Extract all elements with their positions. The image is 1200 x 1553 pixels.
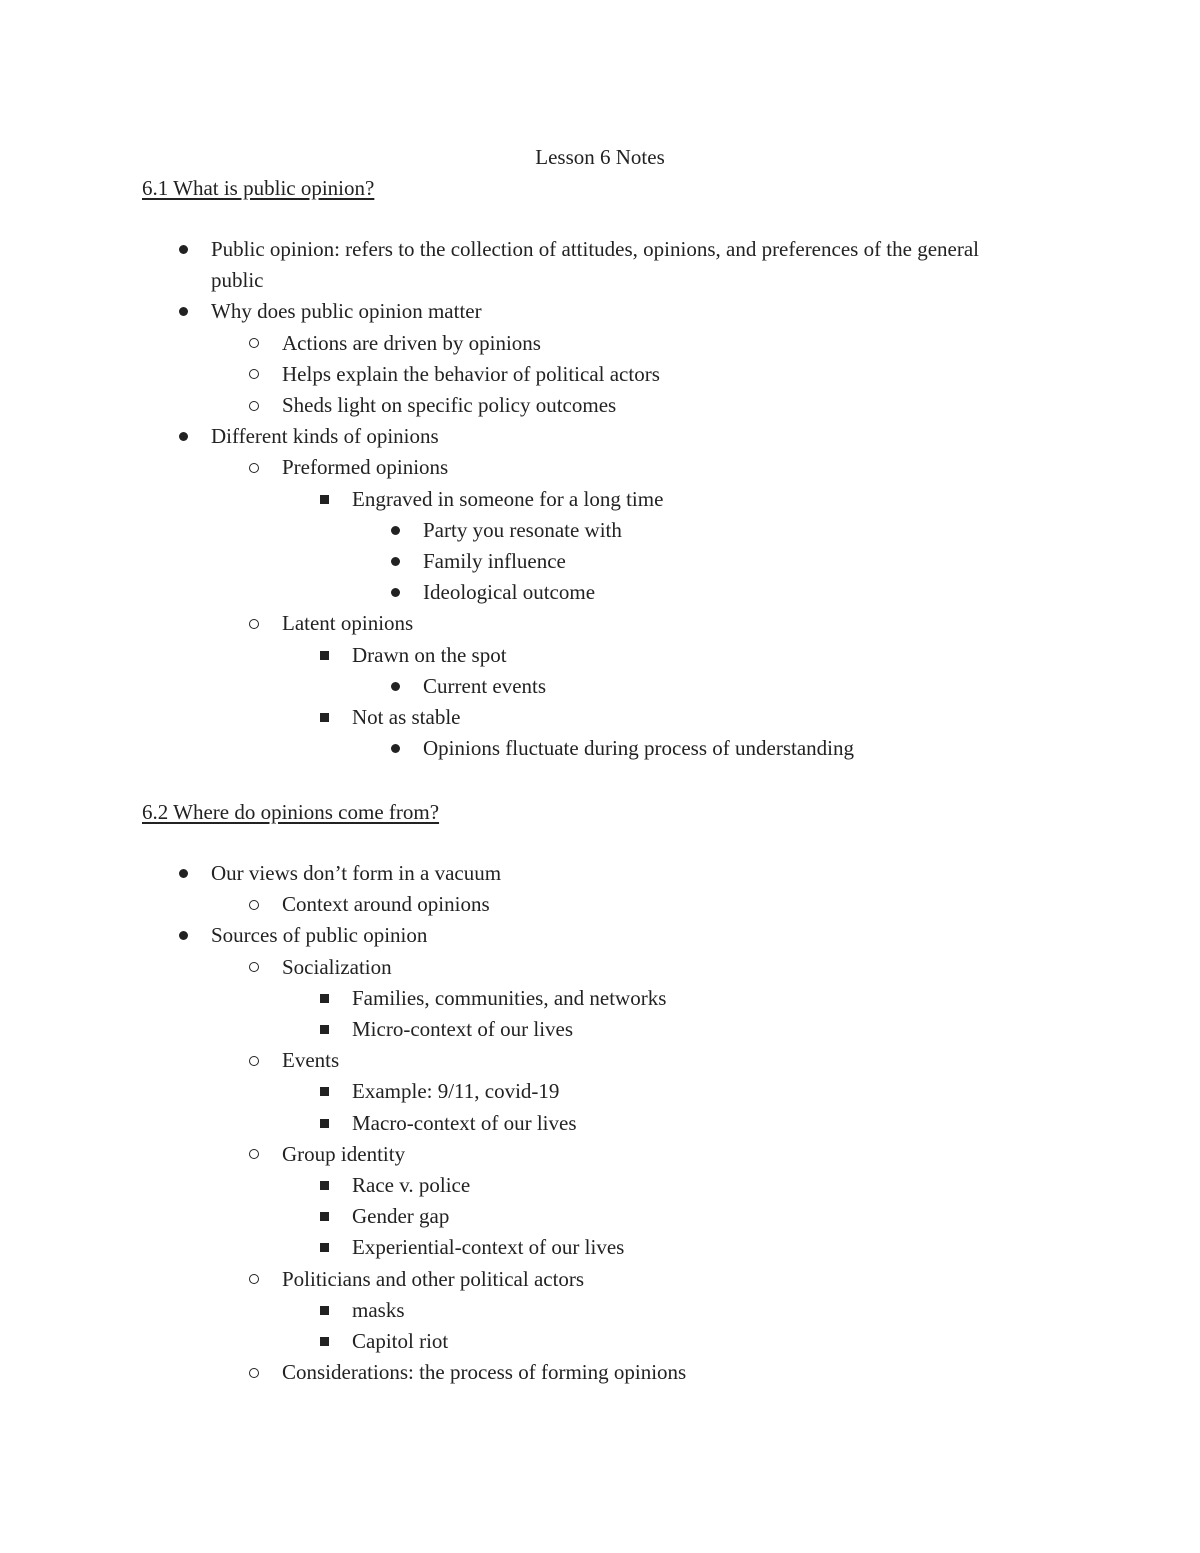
list-item <box>0 421 1200 452</box>
list-item-text: Macro-context of our lives <box>352 1110 577 1135</box>
section-heading-6-1: 6.1 What is public opinion? <box>142 176 375 200</box>
section-list-6-1 <box>0 234 1200 764</box>
list-item <box>0 359 1200 390</box>
list-item-text: Not as stable <box>352 705 461 730</box>
list-item-text: Party you resonate with <box>423 517 622 542</box>
list-item-text: Events <box>282 1048 340 1073</box>
list-item-text: Considerations: the process of forming opinions <box>282 1360 687 1385</box>
list-item-text: Helps explain the behavior of political actors <box>282 361 660 386</box>
list-item-text: Preformed opinions <box>282 455 449 480</box>
filled-circle-bullet-icon <box>179 931 188 940</box>
square-bullet-icon <box>320 994 329 1003</box>
list-item-text: Families, communities, and networks <box>352 985 667 1010</box>
list-item-text: Why does public opinion matter <box>211 299 482 324</box>
square-bullet-icon <box>320 1212 329 1221</box>
square-bullet-icon <box>320 1337 329 1346</box>
filled-circle-bullet-icon <box>179 432 188 441</box>
filled-circle-bullet-icon <box>391 588 400 597</box>
list-item-text: Socialization <box>282 954 392 979</box>
square-bullet-icon <box>320 651 329 660</box>
list-item-text: Drawn on the spot <box>352 642 507 667</box>
list-item-text: Different kinds of opinions <box>211 424 439 449</box>
hollow-circle-bullet-icon <box>249 401 259 411</box>
filled-circle-bullet-icon <box>179 307 188 316</box>
filled-circle-bullet-icon <box>391 744 400 753</box>
filled-circle-bullet-icon <box>179 245 188 254</box>
list-item-text: Engraved in someone for a long time <box>352 486 664 511</box>
filled-circle-bullet-icon <box>391 557 400 566</box>
list-item-text: Context around opinions <box>282 892 490 917</box>
list-item <box>0 1170 1200 1201</box>
list-item-text: Micro-context of our lives <box>352 1017 574 1042</box>
list-item <box>0 608 1200 639</box>
list-item-text: Race v. police <box>352 1173 471 1198</box>
hollow-circle-bullet-icon <box>249 1274 259 1284</box>
list-item-text: Ideological outcome <box>423 580 596 605</box>
list-item-text: Sheds light on specific policy outcomes <box>282 393 617 418</box>
list-item-text: Politicians and other political actors <box>282 1266 585 1291</box>
list-item-text: Actions are driven by opinions <box>282 330 541 355</box>
square-bullet-icon <box>320 495 329 504</box>
hollow-circle-bullet-icon <box>249 962 259 972</box>
list-item <box>0 952 1200 983</box>
hollow-circle-bullet-icon <box>249 338 259 348</box>
square-bullet-icon <box>320 1087 329 1096</box>
square-bullet-icon <box>320 1119 329 1128</box>
list-item <box>0 1014 1200 1045</box>
hollow-circle-bullet-icon <box>249 900 259 910</box>
list-item <box>0 702 1200 733</box>
list-item <box>0 983 1200 1014</box>
list-item-text: Gender gap <box>352 1204 450 1229</box>
list-item <box>0 234 1200 296</box>
list-item-text: Capitol riot <box>352 1329 449 1354</box>
list-item <box>0 889 1200 920</box>
list-item <box>0 920 1200 951</box>
filled-circle-bullet-icon <box>179 869 188 878</box>
list-item <box>0 1264 1200 1295</box>
list-item-text: Example: 9/11, covid-19 <box>352 1079 560 1104</box>
square-bullet-icon <box>320 1025 329 1034</box>
hollow-circle-bullet-icon <box>249 1149 259 1159</box>
square-bullet-icon <box>320 1181 329 1190</box>
list-item <box>0 1139 1200 1170</box>
list-item <box>0 452 1200 483</box>
list-item <box>0 1201 1200 1232</box>
square-bullet-icon <box>320 1306 329 1315</box>
filled-circle-bullet-icon <box>391 526 400 535</box>
list-item <box>0 390 1200 421</box>
list-item <box>0 577 1200 608</box>
list-item <box>0 858 1200 889</box>
hollow-circle-bullet-icon <box>249 1368 259 1378</box>
hollow-circle-bullet-icon <box>249 619 259 629</box>
section-list-6-2 <box>0 858 1200 1388</box>
document-title: Lesson 6 Notes <box>535 145 665 169</box>
list-item-text: masks <box>352 1297 405 1322</box>
list-item-text: Latent opinions <box>282 611 414 636</box>
list-item <box>0 1357 1200 1388</box>
list-item <box>0 1326 1200 1357</box>
list-item-text: Current events <box>423 673 547 698</box>
square-bullet-icon <box>320 713 329 722</box>
list-item <box>0 1295 1200 1326</box>
square-bullet-icon <box>320 1243 329 1252</box>
hollow-circle-bullet-icon <box>249 369 259 379</box>
list-item-text: Our views don’t form in a vacuum <box>211 861 502 885</box>
list-item <box>0 515 1200 546</box>
list-item <box>0 1076 1200 1107</box>
list-item-text: Opinions fluctuate during process of understanding <box>423 736 854 761</box>
list-item-text: Group identity <box>282 1141 406 1166</box>
filled-circle-bullet-icon <box>391 682 400 691</box>
hollow-circle-bullet-icon <box>249 1056 259 1066</box>
list-item-text: Public opinion: refers to the collection of attitudes, opinions, and preferences of the general public <box>211 237 980 293</box>
list-item-text: Sources of public opinion <box>211 923 428 948</box>
list-item-text: Experiential-context of our lives <box>352 1235 625 1260</box>
list-item <box>0 1232 1200 1263</box>
list-item <box>0 546 1200 577</box>
list-item <box>0 296 1200 327</box>
list-item <box>0 1108 1200 1139</box>
list-item <box>0 640 1200 671</box>
list-item <box>0 484 1200 515</box>
list-item <box>0 671 1200 702</box>
list-item <box>0 328 1200 359</box>
list-item <box>0 1045 1200 1076</box>
section-heading-6-2: 6.2 Where do opinions come from? <box>142 800 440 824</box>
list-item <box>0 733 1200 764</box>
list-item-text: Family influence <box>423 549 566 574</box>
hollow-circle-bullet-icon <box>249 463 259 473</box>
